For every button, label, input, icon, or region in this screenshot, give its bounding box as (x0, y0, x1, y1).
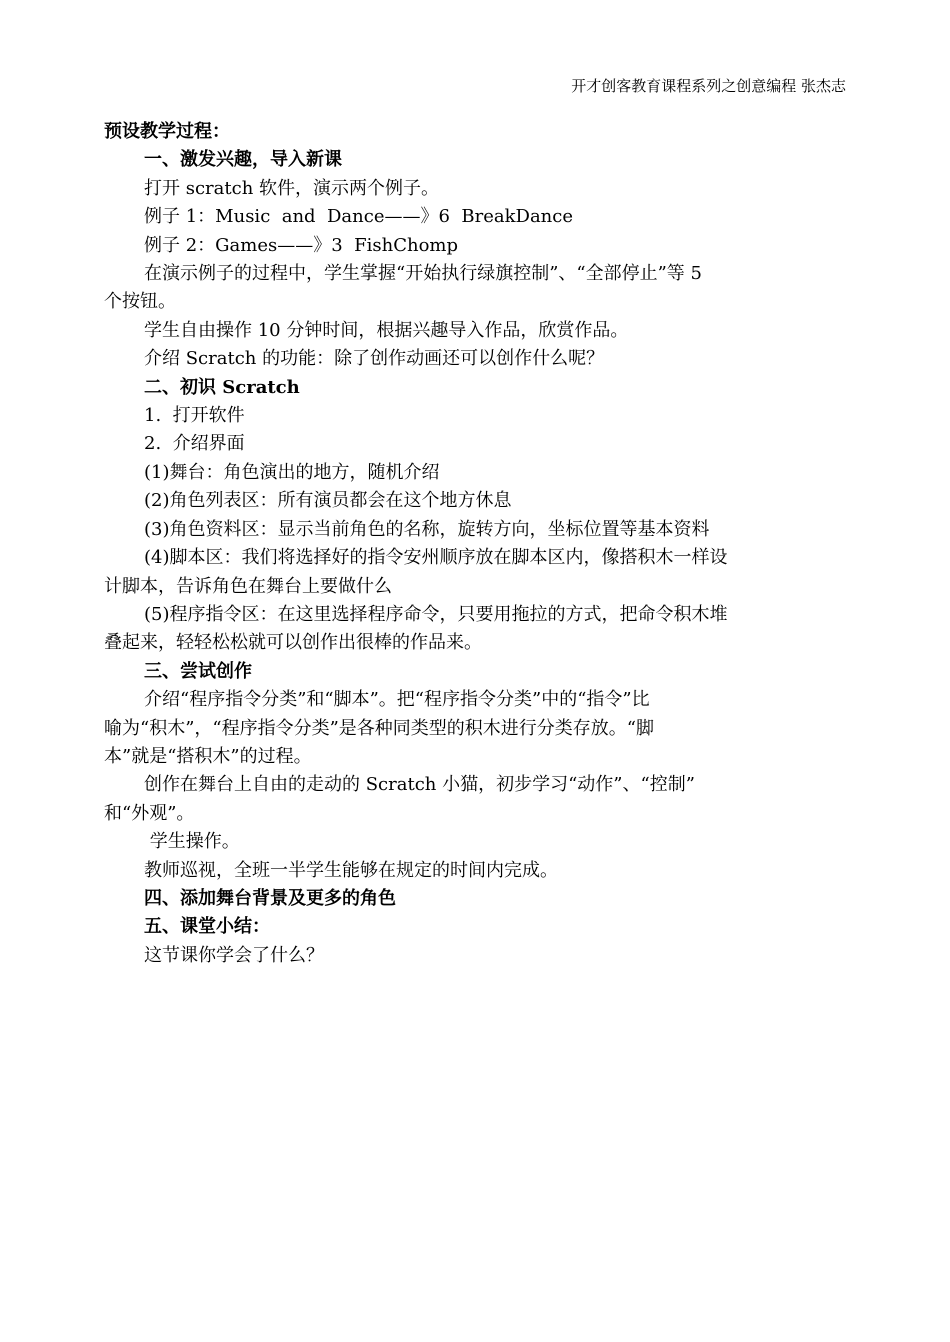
list-item: (1)舞台：角色演出的地方，随机介绍 (144, 461, 440, 483)
paragraph-line: 个按钮。 (104, 291, 176, 313)
list-item: 1. 打开软件 (144, 405, 245, 427)
paragraph-line: 学生操作。 (144, 831, 240, 853)
document-lines (104, 146, 852, 970)
document-body (104, 118, 852, 970)
paragraph-line: 介绍 Scratch 的功能：除了创作动画还可以创作什么呢？ (144, 348, 605, 370)
document-title: 预设教学过程： (104, 121, 230, 142)
section-heading-1: 一、激发兴趣，导入新课 (144, 149, 342, 171)
list-item: (5)程序指令区：在这里选择程序命令，只要用拖拉的方式，把命令积木堆 (144, 603, 728, 625)
paragraph-line: 创作在舞台上自由的走动的 Scratch 小猫，初步学习“动作”、“控制” (144, 774, 695, 796)
paragraph-line: 教师巡视，全班一半学生能够在规定的时间内完成。 (144, 859, 558, 881)
paragraph-line: 例子 1：Music and Dance——》6 BreakDance (144, 206, 574, 228)
list-item: 2. 介绍界面 (144, 433, 245, 455)
paragraph-line: 本”就是“搭积木”的过程。 (104, 745, 312, 767)
paragraph-line: 计脚本，告诉角色在舞台上要做什么 (104, 575, 392, 597)
list-item: (3)角色资料区：显示当前角色的名称，旋转方向，坐标位置等基本资料 (144, 518, 710, 540)
paragraph-line: 这节课你学会了什么？ (144, 944, 324, 966)
paragraph-line: 学生自由操作 10 分钟时间，根据兴趣导入作品，欣赏作品。 (144, 319, 629, 341)
paragraph-line: 例子 2：Games——》3 FishChomp (144, 234, 459, 256)
paragraph-line: 喻为“积木”，“程序指令分类”是各种同类型的积木进行分类存放。“脚 (104, 717, 655, 739)
paragraph-line: 打开 scratch 软件，演示两个例子。 (144, 177, 440, 199)
list-item: (2)角色列表区：所有演员都会在这个地方休息 (144, 490, 512, 512)
paragraph-line: 在演示例子的过程中，学生掌握“开始执行绿旗控制”、“全部停止”等 5 (144, 263, 702, 285)
paragraph-line: 叠起来，轻轻松松就可以创作出很棒的作品来。 (104, 632, 482, 654)
paragraph-line: 和“外观”。 (104, 802, 195, 824)
section-heading-4: 四、添加舞台背景及更多的角色 (144, 887, 396, 909)
page-header: 开才创客教育课程系列之创意编程 张杰志 (571, 77, 846, 95)
paragraph-line: 介绍“程序指令分类”和“脚本”。把“程序指令分类”中的“指令”比 (144, 689, 650, 711)
section-heading-5: 五、课堂小结： (144, 916, 270, 938)
list-item: (4)脚本区：我们将选择好的指令安州顺序放在脚本区内，像搭积木一样设 (144, 547, 728, 569)
section-heading-3: 三、尝试创作 (144, 660, 252, 682)
section-heading-2: 二、初识 Scratch (144, 376, 300, 398)
